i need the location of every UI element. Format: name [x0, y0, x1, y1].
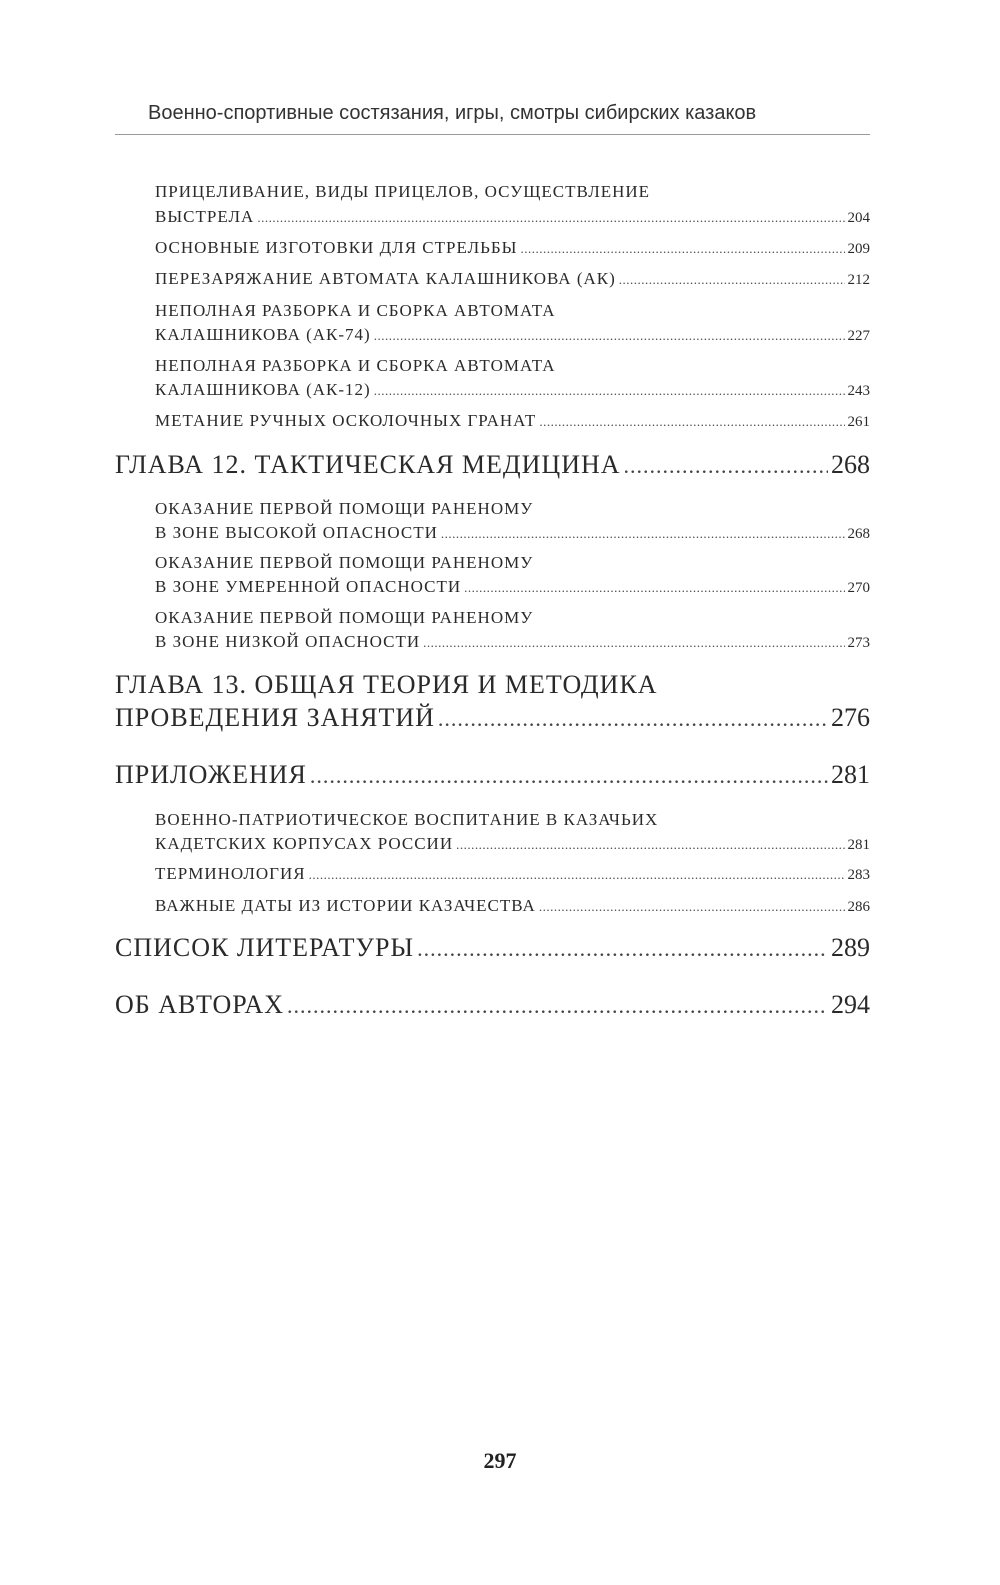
dot-leader — [374, 383, 845, 399]
toc-entry-ak12-line1: НЕПОЛНАЯ РАЗБОРКА И СБОРКА АВТОМАТА — [155, 356, 556, 375]
toc-page-number: 268 — [831, 450, 870, 479]
toc-page-number: 212 — [847, 272, 870, 288]
toc-page-number: 268 — [847, 526, 870, 542]
toc-chapter-title: ГЛАВА 12. ТАКТИЧЕСКАЯ МЕДИЦИНА — [115, 450, 621, 479]
page-number: 297 — [483, 1448, 517, 1473]
toc-page-number: 227 — [847, 328, 870, 344]
toc-page-number: 281 — [847, 837, 870, 853]
toc-entry-aid-high-line1: ОКАЗАНИЕ ПЕРВОЙ ПОМОЩИ РАНЕНОМУ — [155, 499, 534, 518]
toc-entry-cadets[interactable] — [155, 834, 870, 854]
toc-entry-aid-moderate-line1: ОКАЗАНИЕ ПЕРВОЙ ПОМОЩИ РАНЕНОМУ — [155, 553, 534, 572]
toc-entry-title: КАЛАШНИКОВА (АК-12) — [155, 380, 371, 399]
dot-leader — [257, 210, 844, 226]
toc-page-number: 261 — [847, 414, 870, 430]
toc-chapter-title: СПИСОК ЛИТЕРАТУРЫ — [115, 933, 415, 962]
toc-authors[interactable] — [115, 990, 870, 1020]
dot-leader — [287, 993, 828, 1019]
toc-page-number: 270 — [847, 580, 870, 596]
dot-leader — [417, 936, 828, 962]
toc-entry-aiming-line1: ПРИЦЕЛИВАНИЕ, ВИДЫ ПРИЦЕЛОВ, ОСУЩЕСТВЛЕНИЕ — [155, 182, 651, 201]
toc-entry-title: КАЛАШНИКОВА (АК-74) — [155, 325, 371, 344]
toc-page-number: 286 — [847, 899, 870, 915]
toc-chapter-title: ПРИЛОЖЕНИЯ — [115, 760, 307, 789]
toc-page-number: 243 — [847, 383, 870, 399]
toc-chapter-title: ПРОВЕДЕНИЯ ЗАНЯТИЙ — [115, 703, 435, 732]
toc-entry-title: В ЗОНЕ ВЫСОКОЙ ОПАСНОСТИ — [155, 523, 438, 542]
dot-leader — [310, 763, 828, 789]
toc-page-number: 289 — [831, 933, 870, 962]
toc-entry-aid-low-line1: ОКАЗАНИЕ ПЕРВОЙ ПОМОЩИ РАНЕНОМУ — [155, 608, 534, 627]
dot-leader — [438, 706, 828, 732]
toc-page-number: 209 — [847, 241, 870, 257]
toc-entry-grenades[interactable] — [155, 411, 870, 431]
toc-chapter-12[interactable] — [115, 450, 870, 480]
toc-entry-aid-high[interactable] — [155, 523, 870, 543]
toc-page-number: 281 — [831, 760, 870, 789]
dot-leader — [441, 526, 845, 542]
toc-entry-aid-low[interactable] — [155, 632, 870, 652]
dot-leader — [464, 580, 844, 596]
toc-entry-title: ВЫСТРЕЛА — [155, 207, 255, 226]
dot-leader — [456, 837, 844, 853]
toc-entry-terminology[interactable] — [155, 864, 870, 884]
toc-chapter-title: ОБ АВТОРАХ — [115, 990, 284, 1019]
toc-entry-dates[interactable] — [155, 896, 870, 916]
toc-entry-reload[interactable] — [155, 269, 870, 289]
dot-leader — [619, 272, 845, 288]
toc-entry-title: ОСНОВНЫЕ ИЗГОТОВКИ ДЛЯ СТРЕЛЬБЫ — [155, 238, 518, 257]
toc-entry-title: ТЕРМИНОЛОГИЯ — [155, 864, 306, 883]
toc-page-number: 294 — [831, 990, 870, 1019]
dot-leader — [374, 328, 845, 344]
toc-chapter-13[interactable] — [115, 703, 870, 733]
toc-entry-title: ПЕРЕЗАРЯЖАНИЕ АВТОМАТА КАЛАШНИКОВА (АК) — [155, 269, 616, 288]
toc-entry-stances[interactable] — [155, 238, 870, 258]
toc-appendices[interactable] — [115, 760, 870, 790]
toc-entry-cadets-line1: ВОЕННО-ПАТРИОТИЧЕСКОЕ ВОСПИТАНИЕ В КАЗАЧЬИХ — [155, 810, 659, 829]
toc-references[interactable] — [115, 933, 870, 963]
dot-leader — [624, 453, 828, 479]
toc-entry-ak74[interactable] — [155, 325, 870, 345]
dot-leader — [309, 867, 845, 883]
toc-page-number: 283 — [847, 867, 870, 883]
dot-leader — [423, 635, 844, 651]
toc-entry-title: МЕТАНИЕ РУЧНЫХ ОСКОЛОЧНЫХ ГРАНАТ — [155, 411, 537, 430]
toc-entry-aid-moderate[interactable] — [155, 577, 870, 597]
toc-entry-title: ВАЖНЫЕ ДАТЫ ИЗ ИСТОРИИ КАЗАЧЕСТВА — [155, 896, 536, 915]
toc-entry-title: В ЗОНЕ НИЗКОЙ ОПАСНОСТИ — [155, 632, 421, 651]
toc-chapter-13-line1: ГЛАВА 13. ОБЩАЯ ТЕОРИЯ И МЕТОДИКА — [115, 670, 658, 699]
dot-leader — [539, 414, 844, 430]
dot-leader — [521, 241, 845, 257]
running-header: Военно-спортивные состязания, игры, смотры сибирских казаков — [148, 102, 757, 124]
toc-entry-title: КАДЕТСКИХ КОРПУСАХ РОССИИ — [155, 834, 454, 853]
dot-leader — [539, 899, 845, 915]
toc-page-number: 276 — [831, 703, 870, 732]
toc-entry-title: В ЗОНЕ УМЕРЕННОЙ ОПАСНОСТИ — [155, 577, 462, 596]
toc-entry-aiming[interactable] — [155, 207, 870, 227]
toc-entry-ak74-line1: НЕПОЛНАЯ РАЗБОРКА И СБОРКА АВТОМАТА — [155, 301, 556, 320]
toc-page-number: 273 — [847, 635, 870, 651]
toc-page-number: 204 — [847, 210, 870, 226]
toc-entry-ak12[interactable] — [155, 380, 870, 400]
